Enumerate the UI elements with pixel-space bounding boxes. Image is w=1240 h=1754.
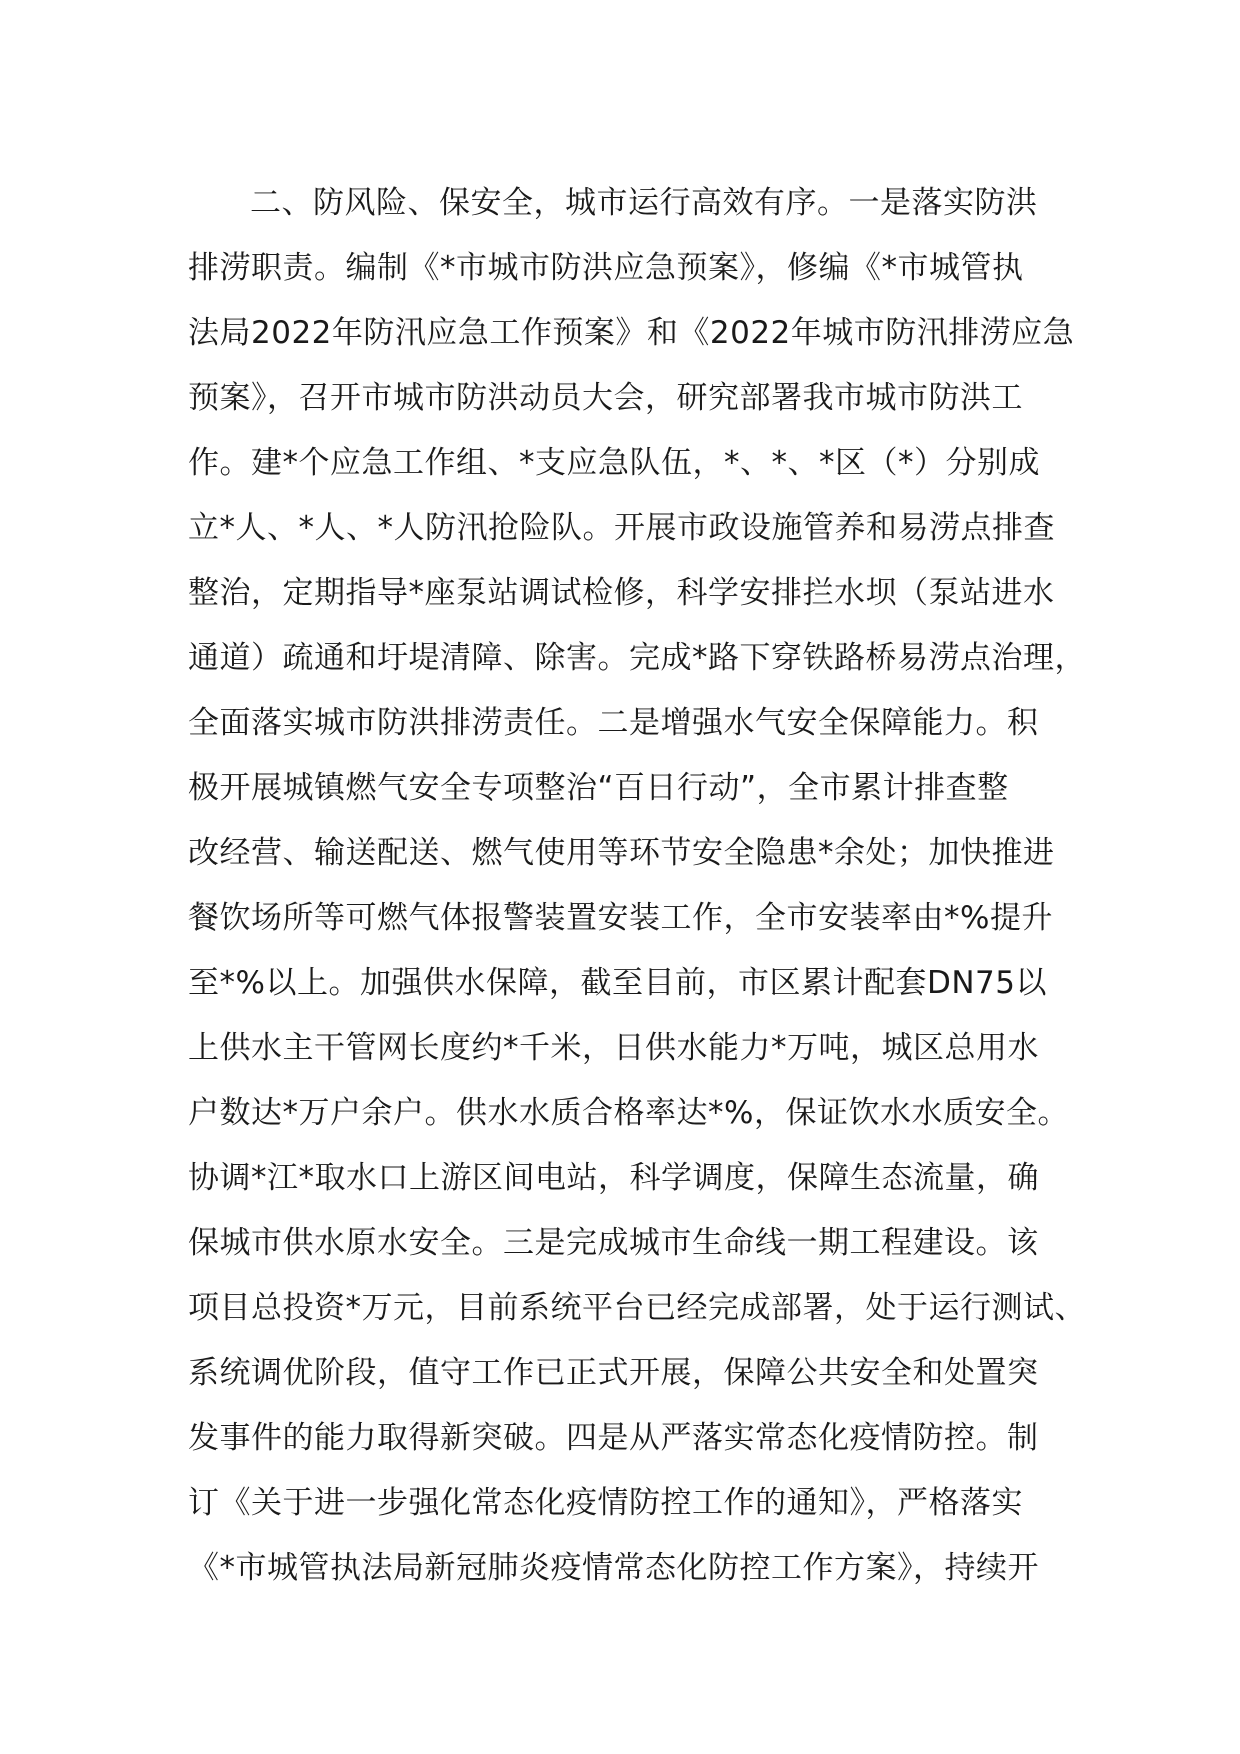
text-line: 极开展城镇燃气安全专项整治“百日行动”，全市累计排查整 xyxy=(188,770,1009,806)
text-line: 至*%以上。加强供水保障，截至目前，市区累计配套DN75以 xyxy=(188,965,1047,1001)
text-line: 餐饮场所等可燃气体报警装置安装工作，全市安装率由*%提升 xyxy=(188,900,1053,936)
text-line: 整治，定期指导*座泵站调试检修，科学安排拦水坝（泵站进水 xyxy=(188,575,1055,611)
text-line: 保城市供水原水安全。三是完成城市生命线一期工程建设。该 xyxy=(188,1225,1039,1261)
text-line: 《*市城管执法局新冠肺炎疫情常态化防控工作方案》，持续开 xyxy=(188,1550,1039,1586)
text-line: 作。建*个应急工作组、*支应急队伍，*、*、*区（*）分别成 xyxy=(188,445,1040,481)
text-line: 订《关于进一步强化常态化疫情防控工作的通知》，严格落实 xyxy=(188,1485,1023,1521)
text-line: 上供水主干管网长度约*千米，日供水能力*万吨，城区总用水 xyxy=(188,1030,1039,1066)
text-line: 法局2022年防汛应急工作预案》和《2022年城市防汛排涝应急 xyxy=(188,315,1075,351)
text-line: 排涝职责。编制《*市城市防洪应急预案》，修编《*市城管执 xyxy=(188,250,1024,286)
text-line: 通道）疏通和圩堤清障、除害。完成*路下穿铁路桥易涝点治理， xyxy=(188,640,1086,676)
text-line: 协调*江*取水口上游区间电站，科学调度，保障生态流量，确 xyxy=(188,1160,1039,1196)
text-line: 预案》，召开市城市防洪动员大会，研究部署我市城市防洪工 xyxy=(188,380,1023,416)
text-line: 系统调优阶段，值守工作已正式开展，保障公共安全和处置突 xyxy=(188,1355,1039,1391)
text-line: 二、防风险、保安全，城市运行高效有序。一是落实防洪 xyxy=(250,185,1038,221)
body-paragraph xyxy=(188,171,1088,1601)
text-line: 立*人、*人、*人防汛抢险队。开展市政设施管养和易涝点排查 xyxy=(188,510,1055,546)
text-line: 发事件的能力取得新突破。四是从严落实常态化疫情防控。制 xyxy=(188,1420,1039,1456)
text-line: 项目总投资*万元，目前系统平台已经完成部署，处于运行测试、 xyxy=(188,1290,1086,1326)
text-line: 改经营、输送配送、燃气使用等环节安全隐患*余处；加快推进 xyxy=(188,835,1055,871)
text-line: 户数达*万户余户。供水水质合格率达*%，保证饮水水质安全。 xyxy=(188,1095,1069,1131)
text-line: 全面落实城市防洪排涝责任。二是增强水气安全保障能力。积 xyxy=(188,705,1039,741)
